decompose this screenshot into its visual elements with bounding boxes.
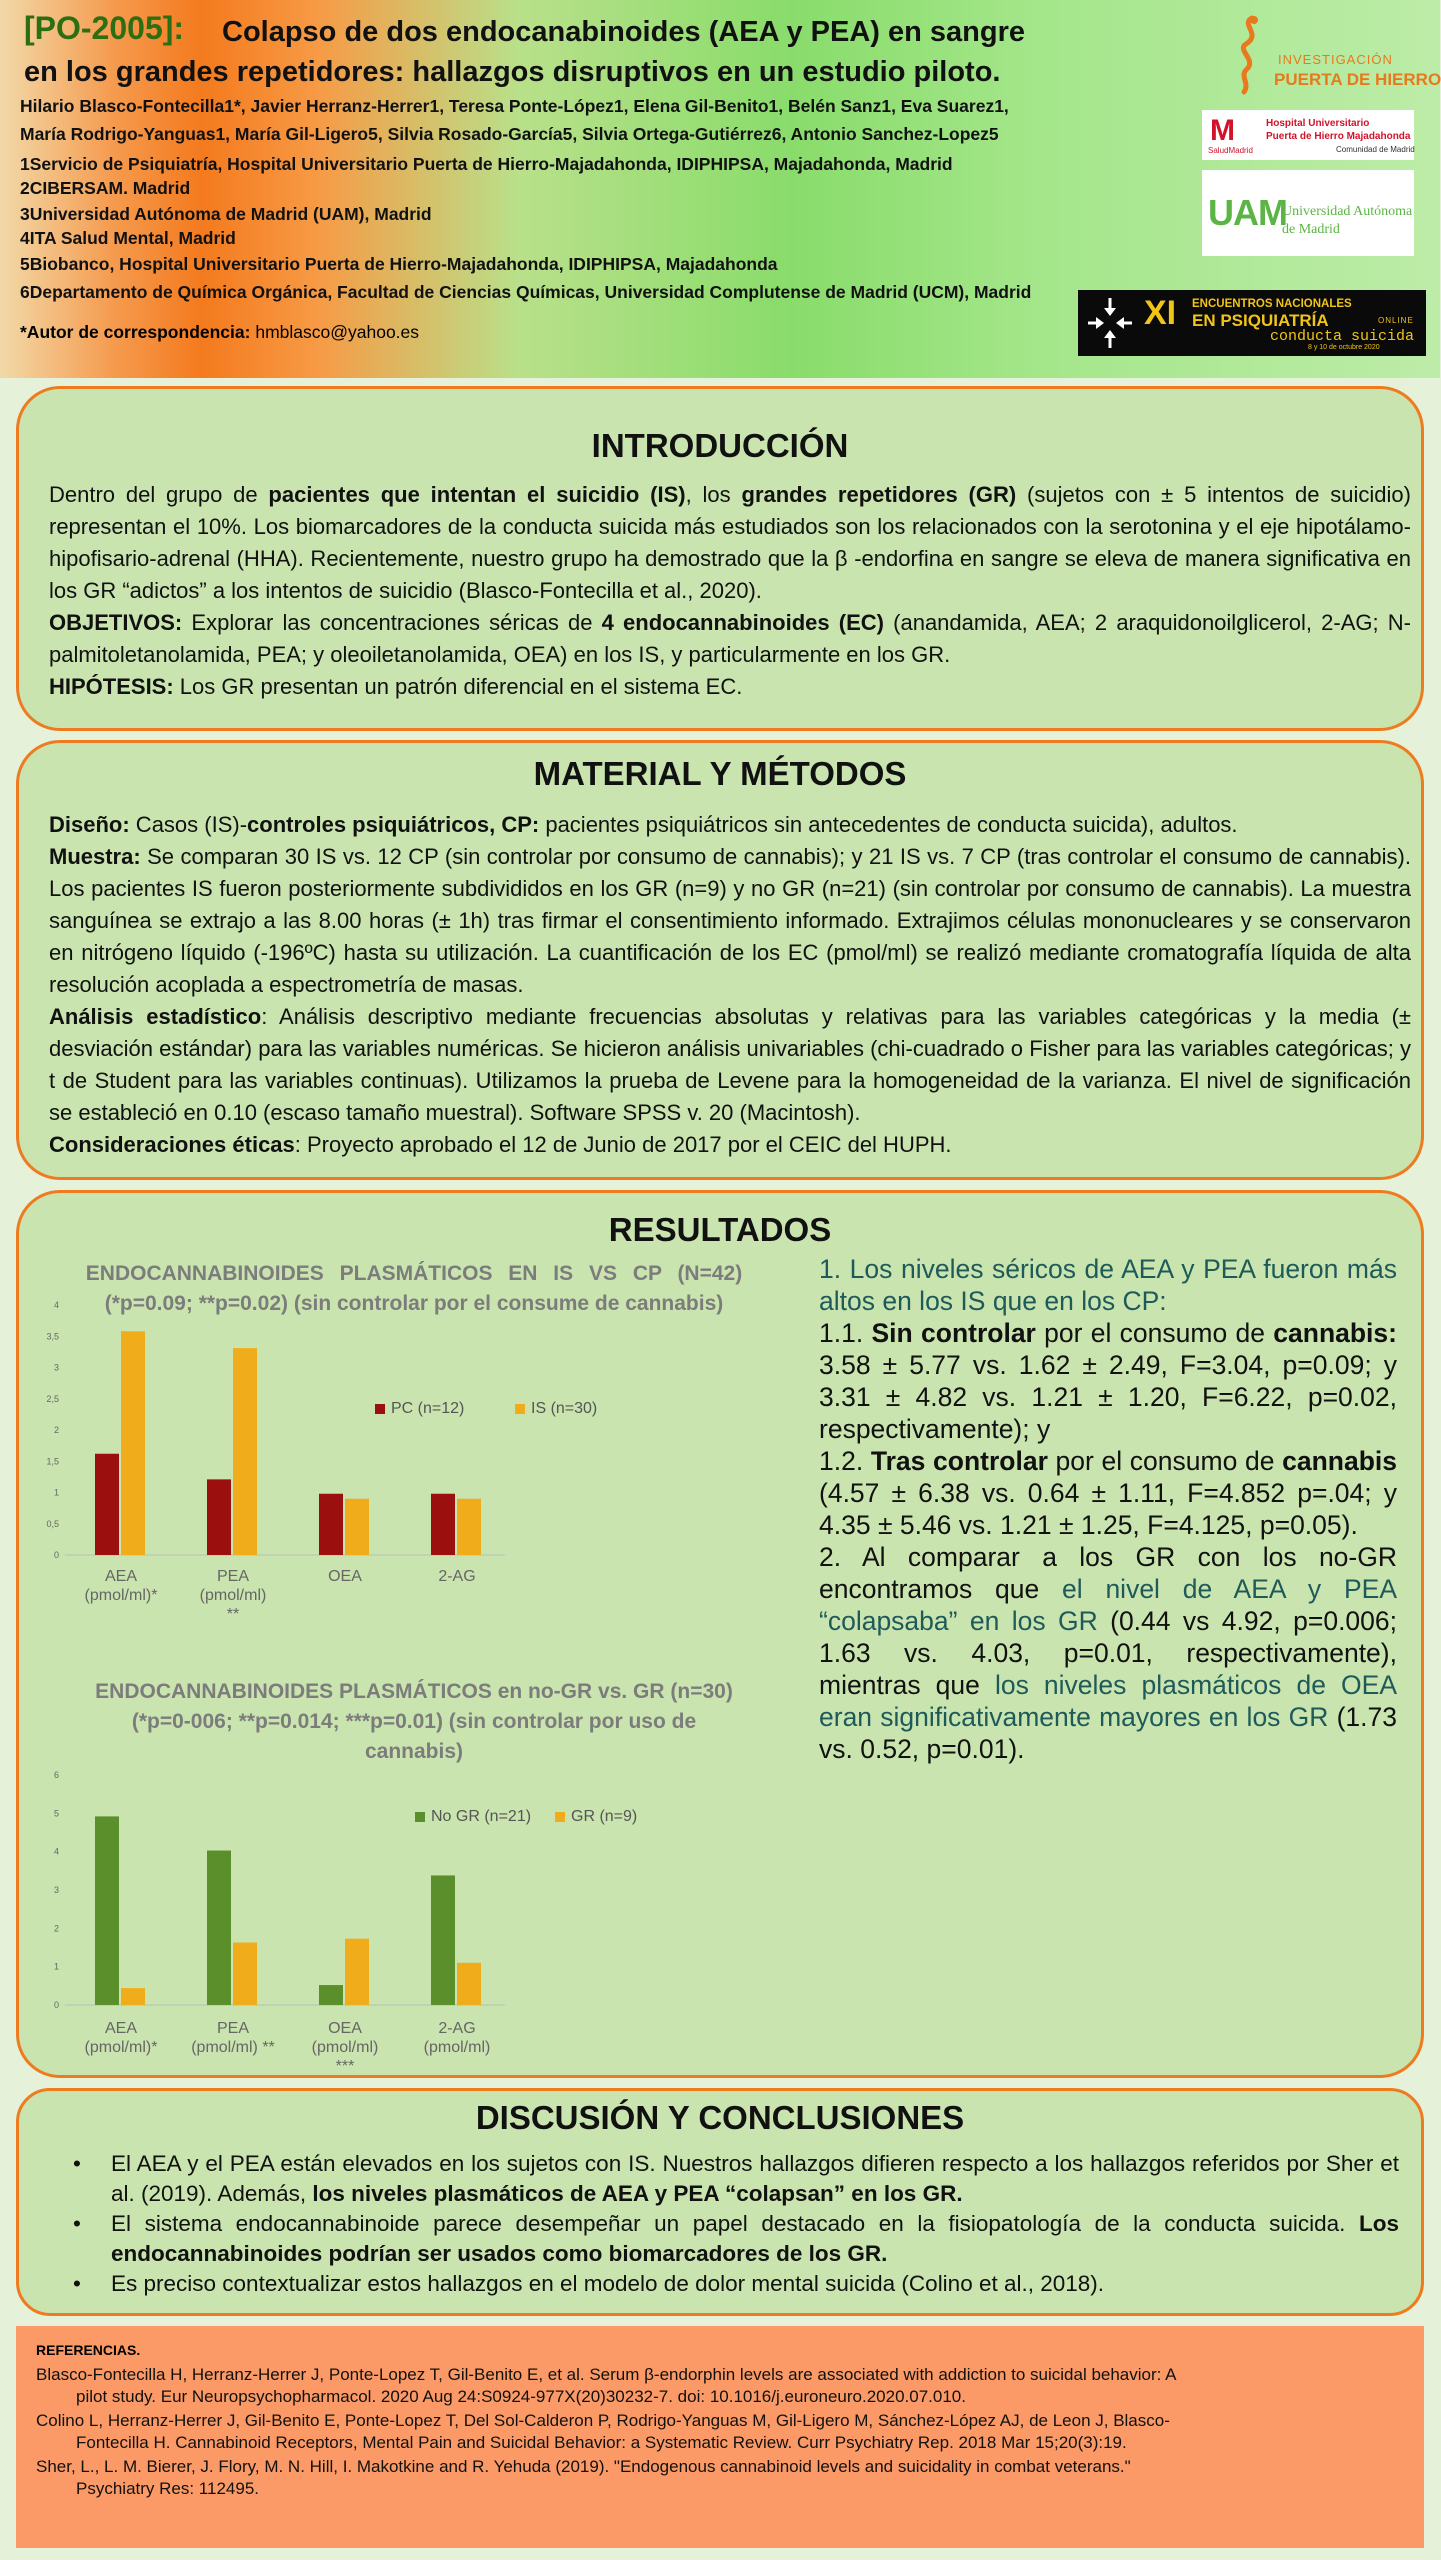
discussion-bullet-1 <box>59 2149 1399 2209</box>
result-1-2 <box>819 1445 1397 1541</box>
reference-2-line-1: Colino L, Herranz-Herrer J, Gil-Benito E, Ponte-Lopez T, Del Sol-Calderon P, Rodrigo-Yanguas M, Gil-Ligero M, Sánchez-López AJ, de Leon J, Blasco- <box>36 2411 1170 2430</box>
result-1-text: que en los CP: <box>985 1286 1167 1316</box>
discussion-bullet-1-text: El AEA y el PEA están elevados en los sujetos con IS. Nuestros hallazgos difieren respecto a los hallazgos referidos por Sher et al. (2019). Además, <box>111 2151 1399 2206</box>
bar-is-2 <box>345 1499 369 1555</box>
y-tick-label: 1,5 <box>46 1456 59 1467</box>
bar-no-2 <box>319 1985 343 2005</box>
x-category-label: OEA <box>328 1568 362 1585</box>
result-2-highlight: el nivel de AEA y PEA “colapsaba” en los GR <box>819 1574 1397 1636</box>
hypothesis-text: Los GR presentan un patrón diferencial en el sistema EC. <box>173 674 743 699</box>
chart-2-title-block <box>29 1677 799 1767</box>
x-category-label: AEA <box>104 2020 138 2037</box>
objectives-text: (anandamida, AEA; 2 araquidonoilglicerol, 2-AG; N-palmitoletanolamida, PEA; y oleoiletanolamida, OEA) en los IS, y particularmente en los GR. <box>49 610 1411 667</box>
affiliation-6: 6Departamento de Química Orgánica, Facultad de Ciencias Químicas, Universidad Complutense de Madrid (UCM), Madrid <box>20 282 1032 302</box>
bar-is-0 <box>121 1331 145 1555</box>
poster-title-line-1: Colapso de dos endocanabinoides (AEA y PEA) en sangre <box>222 16 1026 48</box>
objectives-bold: 4 endocannabinoides (EC) <box>601 610 884 635</box>
result-1 <box>819 1253 1397 1317</box>
x-category-label: 2-AG <box>438 2020 476 2037</box>
y-tick-label: 2 <box>53 1923 59 1934</box>
legend-swatch <box>415 1812 425 1822</box>
intro-text-bold: grandes repetidores (GR) <box>741 482 1017 507</box>
result-2-highlight-2: los niveles plasmáticos de OEA eran significativamente mayores en los GR <box>819 1670 1397 1732</box>
uam-logo-line-2: de Madrid <box>1282 222 1340 237</box>
encuentros-logo-line-2: EN PSIQUIATRÍA <box>1192 311 1329 330</box>
correspondence-label: *Autor de correspondencia: <box>20 322 251 342</box>
x-category-label: PEA <box>216 2020 250 2037</box>
legend-swatch <box>555 1812 565 1822</box>
references-section <box>16 2326 1424 2548</box>
discussion-section <box>16 2088 1424 2316</box>
result-1-highlight: Los niveles séricos de AEA y PEA fueron más altos en los IS <box>819 1254 1397 1316</box>
hospital-logo-line-1: Hospital Universitario <box>1266 118 1370 129</box>
affiliation-3: 3Universidad Autónoma de Madrid (UAM), Madrid <box>20 204 432 224</box>
chart-2 <box>25 1770 638 2075</box>
legend-label: IS (n=30) <box>531 1400 598 1417</box>
y-tick-label: 3 <box>53 1362 59 1373</box>
discussion-bullet-3-text: Es preciso contextualizar estos hallazgos en el modelo de dolor mental suicida (Colino et al., 2018). <box>111 2271 1105 2296</box>
x-category-label: (pmol/ml) <box>423 2039 491 2056</box>
intro-text-bold: pacientes que intentan el suicidio (IS) <box>268 482 686 507</box>
authors-line-1: Hilario Blasco-Fontecilla1*, Javier Herranz-Herrer1, Teresa Ponte-López1, Elena Gil-Benito1, Belén Sanz1, Eva Suarez1, <box>20 96 1009 116</box>
design-label: Diseño: <box>49 812 130 837</box>
authors-line-2: María Rodrigo-Yanguas1, María Gil-Ligero5, Silvia Rosado-García5, Silvia Ortega-Gutiérrez6, Antonio Sanchez-Lopez5 <box>20 124 999 144</box>
bar-is-3 <box>457 1499 481 1555</box>
affiliation-1: 1Servicio de Psiquiatría, Hospital Universitario Puerta de Hierro-Majadahonda, IDIPHIPSA, Majadahonda, Madrid <box>20 154 953 174</box>
affiliation-4: 4ITA Salud Mental, Madrid <box>20 228 236 248</box>
uam-logo <box>1202 170 1414 256</box>
x-category-label: OEA <box>328 2020 362 2037</box>
discussion-title: DISCUSIÓN Y CONCLUSIONES <box>475 2099 965 2136</box>
legend-label: No GR (n=21) <box>431 1808 532 1825</box>
reference-3-line-2: Psychiatry Res: 112495. <box>76 2479 259 2498</box>
discussion-bullet-3 <box>59 2269 1399 2299</box>
result-1-2-bold: Tras controlar <box>870 1446 1048 1476</box>
result-1-1-bold-2: cannabis: <box>1273 1318 1397 1348</box>
result-1-1-bold: Sin controlar <box>871 1318 1036 1348</box>
x-category-label: *** <box>335 2058 355 2075</box>
bar-no-3 <box>431 1875 455 2005</box>
objectives-label: OBJETIVOS: <box>49 610 183 635</box>
chart-1-title: ENDOCANNABINOIDES PLASMÁTICOS EN IS VS CP (N=42) <box>85 1262 743 1285</box>
poster-code: [PO-2005]: <box>24 10 185 46</box>
poster-title-line-2: en los grandes repetidores: hallazgos disruptivos en un estudio piloto. <box>24 56 1001 88</box>
bar-pc-2 <box>319 1494 343 1555</box>
uam-logo-mark: UAM <box>1208 192 1287 233</box>
bar-pc-0 <box>95 1454 119 1555</box>
encuentros-logo-line-3: conducta suicida <box>1270 328 1415 345</box>
methods-text <box>49 809 1411 1161</box>
reference-1 <box>36 2364 1396 2408</box>
ethics-label: Consideraciones éticas <box>49 1132 295 1157</box>
idiphipsa-logo <box>1226 12 1441 96</box>
bar-gr-1 <box>233 1943 257 2005</box>
discussion-bullet-1-bold: los niveles plasmáticos de AEA y PEA “colapsan” en los GR. <box>312 2181 963 2206</box>
intro-text-span: , los <box>685 482 742 507</box>
sample-text: Se comparan 30 IS vs. 12 CP (sin controlar por consumo de cannabis); y 21 IS vs. 7 CP (tras controlar el consumo de cannabis). Los pacientes IS fueron posteriormente subdivididos en los GR (n=9) y no GR (n=21) (sin controlar por consumo de cannabis). La muestra sanguínea se extrajo a las 8.00 horas (± 1h) tras firmar el consentimiento informado. Extrajimos células mononucleares y se conservaron en nitrógeno líquido (-196ºC) hasta su utilización. La cuantificación de los EC (pmol/ml) se realizó mediante cromatografía líquida de alta resolución acoplada a espectrometría de masas. <box>49 844 1411 997</box>
chart-1 <box>25 1293 598 1653</box>
reference-2-line-2: Fontecilla H. Cannabinoid Receptors, Mental Pain and Suicidal Behavior: a Systematic Review. Curr Psychiatry Rep. 2018 Mar 15;20(3):19. <box>76 2433 1127 2452</box>
encuentros-logo <box>1078 290 1426 356</box>
uam-logo-line-1: Universidad Autónoma <box>1282 204 1413 219</box>
ethics-text: : Proyecto aprobado el 12 de Junio de 2017 por el CEIC del HUPH. <box>294 1132 952 1157</box>
introduction-section <box>16 386 1424 731</box>
y-tick-label: 3,5 <box>46 1331 59 1342</box>
result-1-1-number: 1.1. <box>819 1318 872 1348</box>
result-2 <box>819 1541 1397 1765</box>
result-1-2-number: 1.2. <box>819 1446 871 1476</box>
correspondence <box>20 322 419 343</box>
x-category-label: (pmol/ml)* <box>84 1587 158 1604</box>
intro-text-span: Dentro del grupo de <box>49 482 269 507</box>
results-title: RESULTADOS <box>608 1211 832 1248</box>
encuentros-logo-number: XI <box>1144 294 1177 332</box>
bar-no-0 <box>95 1816 119 2005</box>
legend-swatch <box>375 1404 385 1414</box>
reference-3-line-1: Sher, L., L. M. Bierer, J. Flory, M. N. Hill, I. Makotkine and R. Yehuda (2019). "Endogenous cannabinoid levels and suicidality in combat veterans." <box>36 2457 1131 2476</box>
idiphipsa-logo-line-2: PUERTA DE HIERRO <box>1274 70 1441 89</box>
result-1-1-text: por el consumo de <box>1035 1318 1274 1348</box>
hospital-logo-line-2: Puerta de Hierro Majadahonda <box>1266 131 1411 142</box>
result-1-2-text: por el consumo de <box>1047 1446 1283 1476</box>
discussion-bullet-2-text: El sistema endocannabinoide parece desempeñar un papel destacado en la fisiopatología de la conducta suicida. <box>111 2211 1359 2236</box>
result-2-text: 2. Al comparar a los GR con los no-GR encontramos que <box>819 1542 1397 1604</box>
x-category-label: (pmol/ml) ** <box>191 2039 275 2056</box>
intro-text-span: (sujetos con ± 5 intentos de suicidio) representan el 10%. Los biomarcadores de la conducta suicida más estudiados son los relacionados con la serotonina y el eje hipotálamo-hipofisario-adrenal (HHA). Recientemente, nuestro grupo ha demostrado que la β -endorfina en sangre se eleva de manera significativa en los GR “adictos” a los intentos de suicidio (Blasco-Fontecilla et al., 2020). <box>49 482 1411 603</box>
x-category-label: 2-AG <box>438 1568 476 1585</box>
bar-gr-3 <box>457 1963 481 2005</box>
discussion-list <box>59 2149 1399 2299</box>
methods-section <box>16 740 1424 1180</box>
chart-2-title: ENDOCANNABINOIDES PLASMÁTICOS en no-GR vs. GR (n=30) <box>95 1680 733 1703</box>
legend-swatch <box>515 1404 525 1414</box>
x-category-label: (pmol/ml) <box>199 1587 267 1604</box>
poster-header <box>0 0 1440 378</box>
x-category-label: (pmol/ml)* <box>84 2039 158 2056</box>
design-text: Casos (IS)- <box>129 812 248 837</box>
sample-label: Muestra: <box>49 844 141 869</box>
hospital-logo-sub: SaludMadrid <box>1208 146 1253 155</box>
y-tick-label: 0 <box>53 1550 59 1560</box>
encuentros-logo-date: 8 y 10 de octubre 2020 <box>1308 344 1380 351</box>
hypothesis-label: HIPÓTESIS: <box>49 674 174 699</box>
methods-title: MATERIAL Y MÉTODOS <box>533 755 907 792</box>
correspondence-email[interactable]: hmblasco@yahoo.es <box>255 322 420 342</box>
y-tick-label: 3 <box>53 1885 59 1895</box>
discussion-bullet-2 <box>59 2209 1399 2269</box>
chart-1-subtitle: (*p=0.09; **p=0.02) (sin controlar por el consume de cannabis) <box>104 1292 724 1315</box>
result-2-values-2: (1.73 vs. 0.52, p=0.01). <box>819 1702 1397 1764</box>
y-tick-label: 1 <box>53 1961 59 1972</box>
bar-pc-3 <box>431 1494 455 1555</box>
chart-2-subtitle: (*p=0-006; **p=0.014; ***p=0.01) (sin controlar por uso de cannabis) <box>131 1710 697 1763</box>
reference-2 <box>36 2410 1396 2454</box>
y-tick-label: 0 <box>53 2000 59 2010</box>
reference-1-line-2: pilot study. Eur Neuropsychopharmacol. 2020 Aug 24:S0924-977X(20)30232-7. doi: 10.1016/j.euroneuro.2020.07.010. <box>76 2387 966 2406</box>
introduction-title: INTRODUCCIÓN <box>591 427 849 464</box>
y-tick-label: 1 <box>53 1487 59 1498</box>
analysis-text: : Análisis descriptivo mediante frecuencias absolutas y relativas para las variables categóricas y la media (± desviación estándar) para las variables numéricas. Se hicieron análisis univariables (chi-cuadrado o Fisher para las variables categóricas; y t de Student para las variables continuas). Utilizamos la prueba de Levene para la homogeneidad de la varianza. El nivel de significación se estableció en 0.10 (escaso tamaño muestral). Software SPSS v. 20 (Macintosh). <box>49 1004 1411 1125</box>
swirl-icon <box>1232 14 1268 94</box>
x-category-label: AEA <box>104 1568 138 1585</box>
design-text: pacientes psiquiátricos sin antecedentes de conducta suicida), adultos. <box>539 812 1238 837</box>
bar-gr-0 <box>121 1988 145 2005</box>
y-tick-label: 5 <box>53 1808 59 1819</box>
x-category-label: PEA <box>216 1568 250 1585</box>
result-1-1-values: 3.58 ± 5.77 vs. 1.62 ± 2.49, F=3.04, p=0.09; y 3.31 ± 4.82 vs. 1.21 ± 1.20, F=6.22, p=0.02, respectivamente); y <box>819 1350 1397 1444</box>
result-1-1 <box>819 1317 1397 1445</box>
affiliation-5: 5Biobanco, Hospital Universitario Puerta de Hierro-Majadahonda, IDIPHIPSA, Majadahonda <box>20 254 778 274</box>
legend-label: GR (n=9) <box>571 1808 638 1825</box>
y-tick-label: 4 <box>53 1300 59 1310</box>
result-2-values: (0.44 vs 4.92, p=0.006; 1.63 vs. 4.03, p=0.01, respectivamente), mientras que <box>819 1606 1398 1700</box>
reference-1-line-1: Blasco-Fontecilla H, Herranz-Herrer J, Ponte-Lopez T, Gil-Benito E, et al. Serum β-endorphin levels are associated with addiction to suicidal behavior: A <box>36 2365 1177 2384</box>
legend-label: PC (n=12) <box>391 1400 465 1417</box>
bar-is-1 <box>233 1348 257 1555</box>
idiphipsa-logo-line-1: INVESTIGACIÓN <box>1278 52 1393 67</box>
reference-3 <box>36 2456 1396 2500</box>
bar-no-1 <box>207 1851 231 2005</box>
result-1-2-values: (4.57 ± 6.38 vs. 0.64 ± 1.11, F=4.852 p=.04; y 4.35 ± 5.46 vs. 1.21 ± 1.25, F=4.125, p=0.05). <box>819 1478 1397 1540</box>
y-tick-label: 2,5 <box>46 1393 59 1404</box>
objectives-text: Explorar las concentraciones séricas de <box>182 610 602 635</box>
result-1-number: 1. <box>819 1254 850 1284</box>
y-tick-label: 6 <box>53 1770 59 1780</box>
introduction-text <box>49 479 1411 703</box>
discussion-bullet-2-bold: Los endocannabinoides podrían ser usados como biomarcadores de los GR. <box>111 2211 1399 2266</box>
hospital-logo-line-3: Comunidad de Madrid <box>1336 145 1415 154</box>
y-tick-label: 4 <box>53 1846 59 1857</box>
arrows-icon <box>1086 296 1134 350</box>
hospital-logo-mark: M <box>1210 114 1235 147</box>
hospital-logo <box>1202 110 1414 160</box>
results-text <box>819 1253 1397 1765</box>
x-category-label: (pmol/ml) <box>311 2039 379 2056</box>
affiliation-2: 2CIBERSAM. Madrid <box>20 178 191 198</box>
bar-pc-1 <box>207 1479 231 1555</box>
y-tick-label: 0,5 <box>46 1518 59 1529</box>
analysis-label: Análisis estadístico <box>49 1004 262 1029</box>
bar-gr-2 <box>345 1939 369 2005</box>
results-section <box>16 1190 1424 2078</box>
references-heading: REFERENCIAS. <box>36 2342 141 2358</box>
y-tick-label: 2 <box>53 1425 59 1435</box>
encuentros-logo-online: ONLINE <box>1378 316 1414 325</box>
design-bold: controles psiquiátricos, CP: <box>247 812 540 837</box>
result-1-2-bold-2: cannabis <box>1282 1446 1397 1476</box>
encuentros-logo-line-1: ENCUENTROS NACIONALES <box>1192 298 1352 310</box>
x-category-label: ** <box>226 1606 240 1623</box>
